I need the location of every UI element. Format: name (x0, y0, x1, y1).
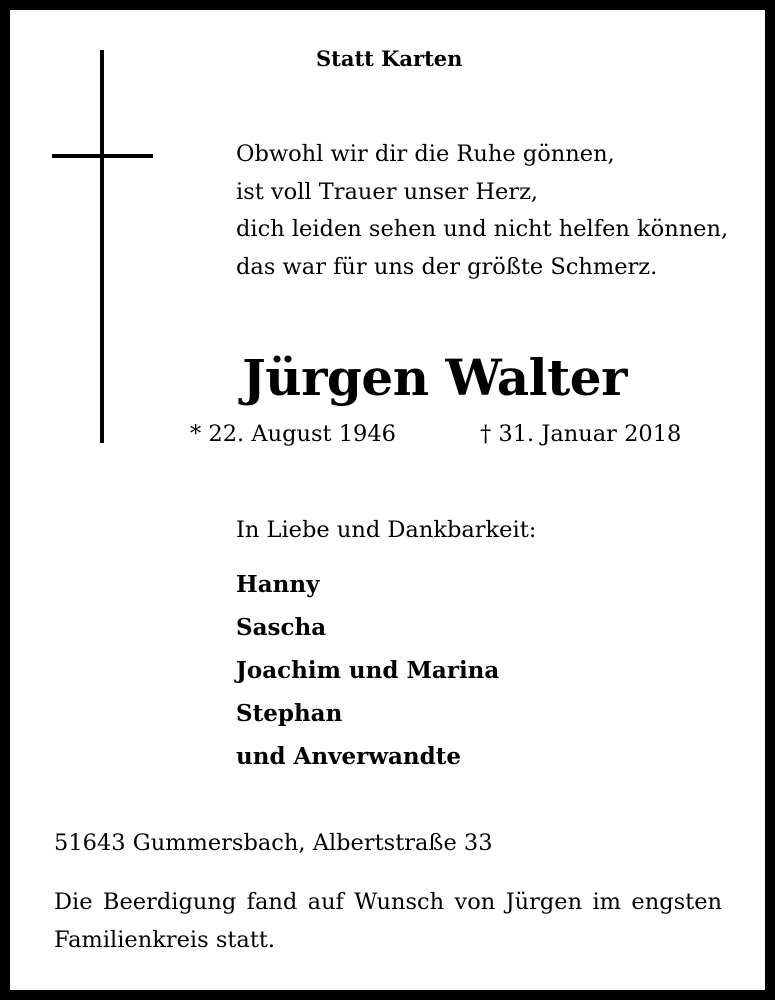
deceased-name: Jürgen Walter (242, 348, 627, 407)
poem-line: Obwohl wir dir die Ruhe gönnen, (236, 141, 615, 167)
mourner-name: und Anverwandte (236, 743, 461, 770)
cross-horizontal-bar (52, 154, 153, 158)
poem (236, 136, 728, 286)
birth-date: * 22. August 1946 (190, 421, 396, 447)
mourners-list (236, 563, 499, 778)
poem-line: ist voll Trauer unser Herz, (236, 178, 539, 205)
header-statt-karten: Statt Karten (316, 46, 463, 71)
poem-line: dich leiden sehen und nicht helfen können, (236, 216, 729, 242)
mourner-name: Joachim und Marina (236, 657, 500, 684)
poem-line: das war für uns der größte Schmerz. (236, 253, 658, 280)
mourner-name: Stephan (236, 700, 343, 727)
mourners-intro: In Liebe und Dankbarkeit: (236, 517, 537, 543)
mourner-name: Hanny (236, 571, 320, 598)
funeral-notice: Die Beerdigung fand auf Wunsch von Jürgen im engsten Familienkreis statt. (54, 889, 722, 953)
mourner-name: Sascha (236, 614, 327, 641)
address: 51643 Gummersbach, Albertstraße 33 (54, 830, 493, 856)
death-date: † 31. Januar 2018 (480, 421, 682, 447)
